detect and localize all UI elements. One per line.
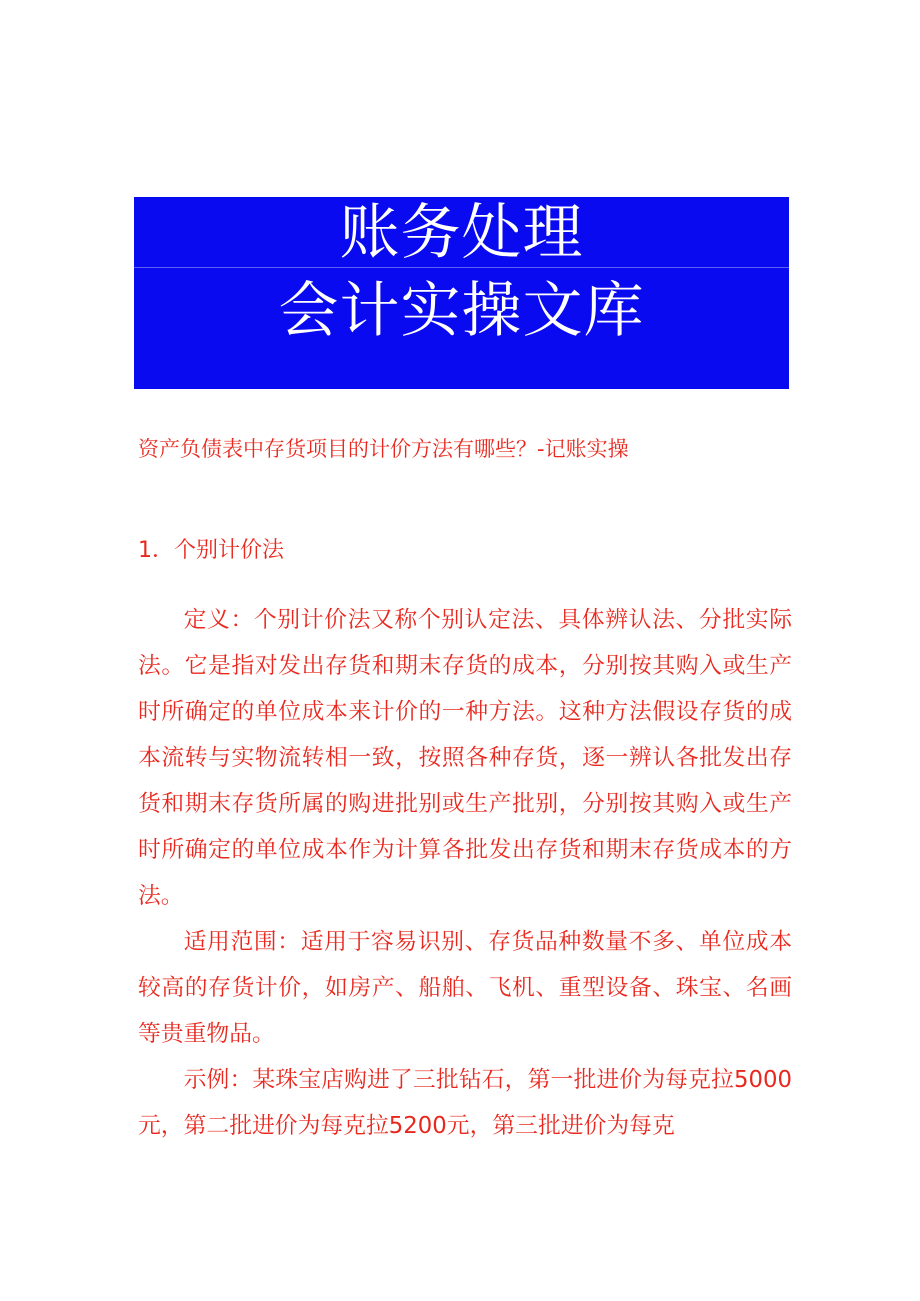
banner-divider: [134, 267, 789, 268]
document-body: [138, 597, 792, 1149]
banner-title-line-2: 会计实操文库: [278, 276, 645, 346]
document-subtitle: 资产负债表中存货项目的计价方法有哪些？-记账实操: [138, 437, 629, 461]
section-heading: 1．个别计价法: [138, 538, 284, 563]
banner-title-line-1: 账务处理: [339, 198, 584, 268]
title-banner: [134, 197, 789, 389]
paragraph-definition: 定义：个别计价法又称个别认定法、具体辨认法、分批实际法。它是指对发出存货和期末存货的成本，分别按其购入或生产时所确定的单位成本来计价的一种方法。这种方法假设存货的成本流转与实物流转相一致，按照各种存货，逐一辨认各批发出存货和期末存货所属的购进批别或生产批别，分别按其购入或生产时所确定的单位成本作为计算各批发出存货和期末存货成本的方法。: [138, 607, 792, 909]
paragraph-scope: 适用范围：适用于容易识别、存货品种数量不多、单位成本较高的存货计价，如房产、船舶、飞机、重型设备、珠宝、名画等贵重物品。: [138, 929, 792, 1047]
paragraph-example: 示例：某珠宝店购进了三批钻石，第一批进价为每克拉5000元，第二批进价为每克拉5200元，第三批进价为每克: [138, 1067, 792, 1139]
